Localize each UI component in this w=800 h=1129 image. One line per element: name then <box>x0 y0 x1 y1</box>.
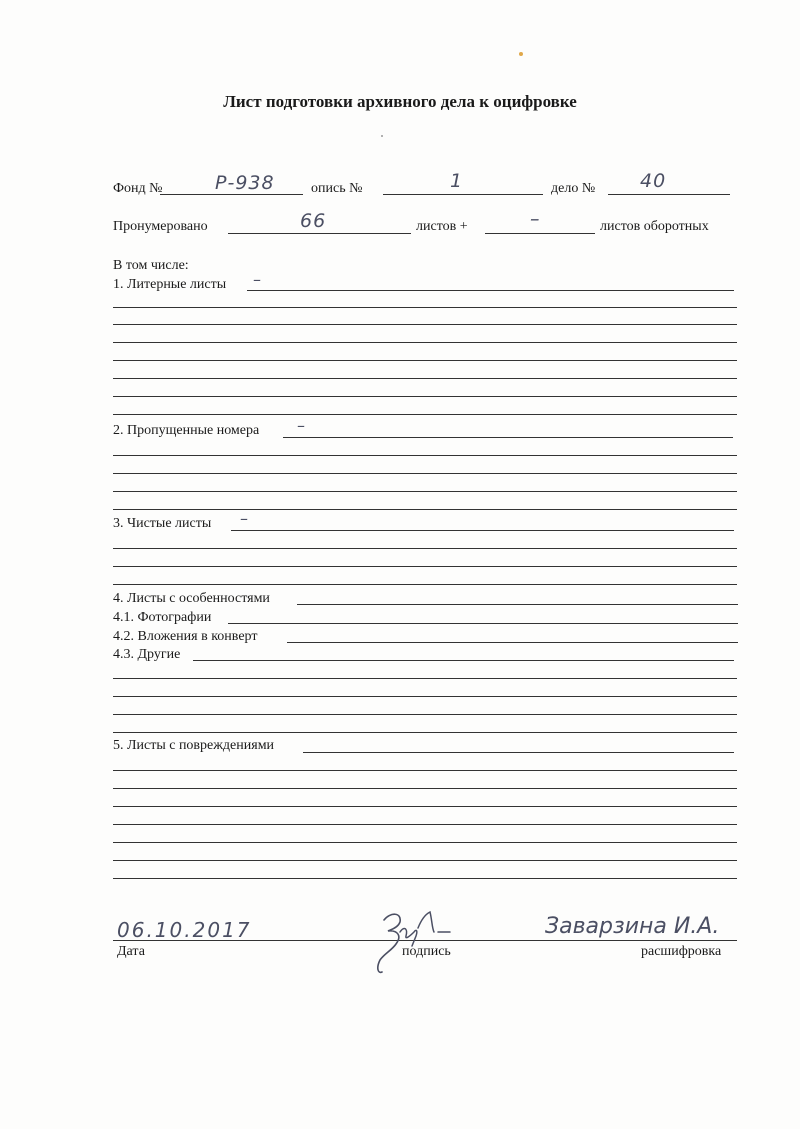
letter-sheets-line <box>247 290 734 291</box>
missing-numbers-value: – <box>297 416 306 435</box>
name-value: Заварзина И.А. <box>545 914 720 939</box>
missing-numbers-line <box>283 437 733 438</box>
opis-line <box>383 194 543 195</box>
opis-value: 1 <box>450 170 464 192</box>
delo-label: дело № <box>551 181 596 196</box>
letter-sheets-label: 1. Литерные листы <box>113 277 227 292</box>
reverse-sheets-label: листов оборотных <box>600 219 709 234</box>
blank-line <box>113 696 737 697</box>
photos-line <box>228 623 738 624</box>
blank-line <box>113 307 737 308</box>
fond-line <box>160 194 303 195</box>
envelopes-label: 4.2. Вложения в конверт <box>113 629 258 644</box>
including-label: В том числе: <box>113 258 189 273</box>
others-line <box>193 660 734 661</box>
blank-line <box>113 414 737 415</box>
signature-image <box>372 898 462 978</box>
reverse-value: – <box>530 208 541 230</box>
blank-line <box>113 860 737 861</box>
blank-line <box>113 324 737 325</box>
blank-line <box>113 824 737 825</box>
numbered-value: 66 <box>300 210 327 232</box>
opis-label: опись № <box>311 181 363 196</box>
name-label: расшифровка <box>641 944 722 959</box>
ink-spot <box>381 135 383 137</box>
blank-line <box>113 878 737 879</box>
sheets-plus-label: листов + <box>416 219 468 234</box>
blank-line <box>113 342 737 343</box>
blank-line <box>113 678 737 679</box>
special-sheets-line <box>297 604 738 605</box>
blank-line <box>113 842 737 843</box>
numbered-line <box>228 233 411 234</box>
blank-line <box>113 491 737 492</box>
signature-label: подпись <box>402 944 451 959</box>
blank-line <box>113 714 737 715</box>
envelopes-line <box>287 642 738 643</box>
date-label: Дата <box>117 944 145 959</box>
delo-line <box>608 194 730 195</box>
numbered-label: Пронумеровано <box>113 219 208 234</box>
page-title: Лист подготовки архивного дела к оцифровке <box>223 92 577 111</box>
blank-line <box>113 770 737 771</box>
damaged-sheets-label: 5. Листы с повреждениями <box>113 738 275 753</box>
date-value: 06.10.2017 <box>117 918 252 942</box>
blank-line <box>113 473 737 474</box>
fond-label: Фонд № <box>113 181 163 196</box>
blank-line <box>113 584 737 585</box>
ink-spot <box>519 52 523 56</box>
blank-line <box>113 455 737 456</box>
special-sheets-label: 4. Листы с особенностями <box>113 591 270 606</box>
fond-value: Р-938 <box>215 172 275 194</box>
blank-line <box>113 788 737 789</box>
reverse-line <box>485 233 595 234</box>
delo-value: 40 <box>640 170 667 192</box>
blank-line <box>113 396 737 397</box>
letter-sheets-value: – <box>253 270 262 289</box>
blank-sheets-label: 3. Чистые листы <box>113 516 212 531</box>
blank-line <box>113 360 737 361</box>
others-label: 4.3. Другие <box>113 647 181 662</box>
blank-line <box>113 732 737 733</box>
blank-line <box>113 566 737 567</box>
blank-line <box>113 806 737 807</box>
blank-sheets-value: – <box>240 509 249 528</box>
blank-sheets-line <box>231 530 734 531</box>
missing-numbers-label: 2. Пропущенные номера <box>113 423 260 438</box>
blank-line <box>113 548 737 549</box>
blank-line <box>113 509 737 510</box>
blank-line <box>113 378 737 379</box>
photos-label: 4.1. Фотографии <box>113 610 212 625</box>
damaged-sheets-line <box>303 752 734 753</box>
